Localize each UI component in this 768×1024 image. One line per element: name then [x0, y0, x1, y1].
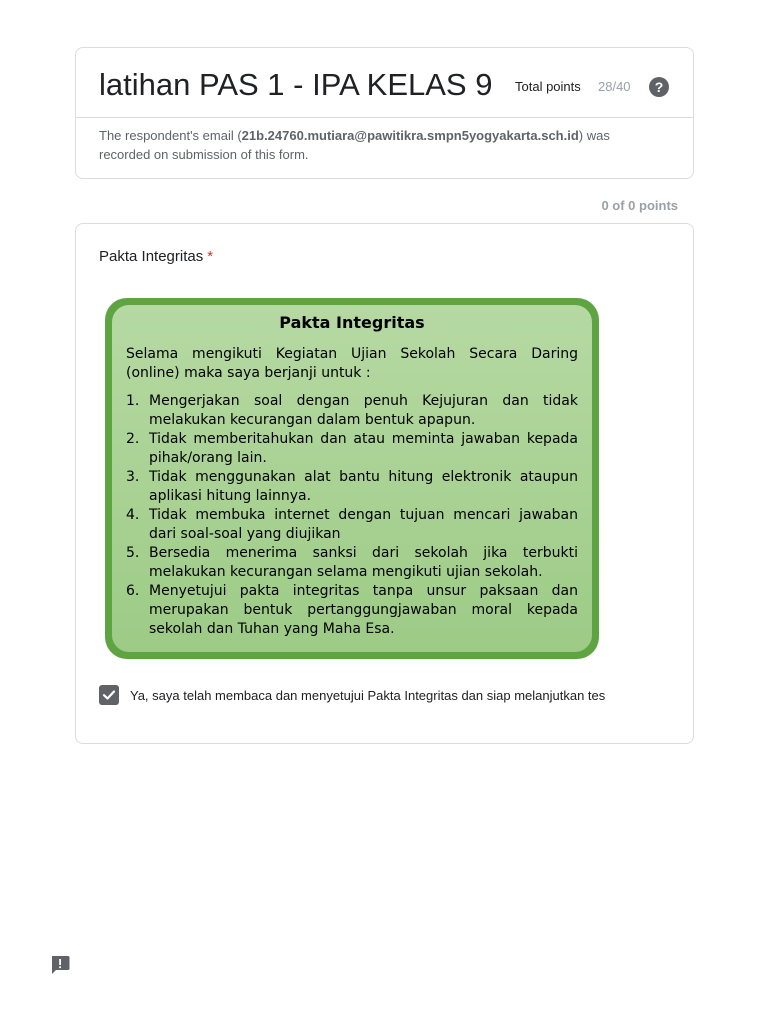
email-note-prefix: The respondent's email (	[99, 128, 242, 143]
checkmark-icon	[102, 688, 116, 702]
pakta-integritas-panel	[112, 305, 592, 652]
pakta-item-number: 2.	[126, 431, 140, 447]
pakta-item	[126, 544, 578, 582]
pakta-item	[126, 430, 578, 468]
pakta-item-text: Bersedia menerima sanksi dari sekolah jika terbukti melakukan kecurangan selama mengikuti ujian sekolah.	[149, 545, 578, 580]
question-title-text: Pakta Integritas	[99, 248, 204, 265]
form-header-card	[75, 47, 694, 179]
pakta-item	[126, 468, 578, 506]
email-note-suffix: ) was recorded on submission of this form.	[99, 128, 610, 162]
pakta-item-number: 1.	[126, 393, 140, 409]
section-points: 0 of 0 points	[601, 198, 678, 213]
pakta-item-text: Menyetujui pakta integritas tanpa unsur paksaan dan merupakan bentuk pertanggungjawaban moral kepada sekolah dan Tuhan yang Maha Esa.	[149, 583, 578, 637]
pakta-item-text: Tidak menggunakan alat bantu hitung elektronik ataupun aplikasi hitung lainnya.	[149, 469, 578, 504]
agreement-label: Ya, saya telah membaca dan menyetujui Pakta Integritas dan siap melanjutkan tes	[130, 687, 606, 703]
form-header-top	[76, 48, 693, 118]
pakta-item-text: Tidak memberitahukan dan atau meminta jawaban kepada pihak/orang lain.	[149, 431, 578, 466]
pakta-list	[126, 392, 578, 639]
question-card	[75, 223, 694, 744]
pakta-item	[126, 582, 578, 639]
pakta-item	[126, 392, 578, 430]
feedback-icon[interactable]	[49, 954, 71, 976]
pakta-item-number: 5.	[126, 545, 140, 561]
pakta-integritas-image	[105, 298, 599, 659]
agreement-choice[interactable]	[99, 684, 605, 706]
pakta-item-text: Tidak membuka internet dengan tujuan mencari jawaban dari soal-soal yang diujikan	[149, 507, 578, 542]
question-title	[99, 248, 213, 265]
total-points-label: Total points	[515, 79, 581, 94]
pakta-intro: Selama mengikuti Kegiatan Ujian Sekolah Secara Daring (online) maka saya berjanji untuk :	[126, 346, 578, 381]
respondent-email-note	[99, 126, 659, 164]
pakta-heading: Pakta Integritas	[279, 313, 425, 332]
pakta-item-text: Mengerjakan soal dengan penuh Kejujuran dan tidak melakukan kecurangan dalam bentuk apapun.	[149, 393, 578, 428]
help-icon[interactable]: ?	[649, 77, 669, 97]
pakta-item-number: 4.	[126, 507, 140, 523]
respondent-email: 21b.24760.mutiara@pawitikra.smpn5yogyakarta.sch.id	[241, 128, 579, 143]
agreement-checkbox[interactable]	[99, 685, 119, 705]
total-points-value: 28/40	[598, 79, 631, 94]
required-marker: *	[207, 248, 214, 265]
pakta-item-number: 3.	[126, 469, 140, 485]
pakta-item-number: 6.	[126, 583, 140, 599]
form-title: latihan PAS 1 - IPA KELAS 9	[99, 67, 493, 102]
pakta-item	[126, 506, 578, 544]
